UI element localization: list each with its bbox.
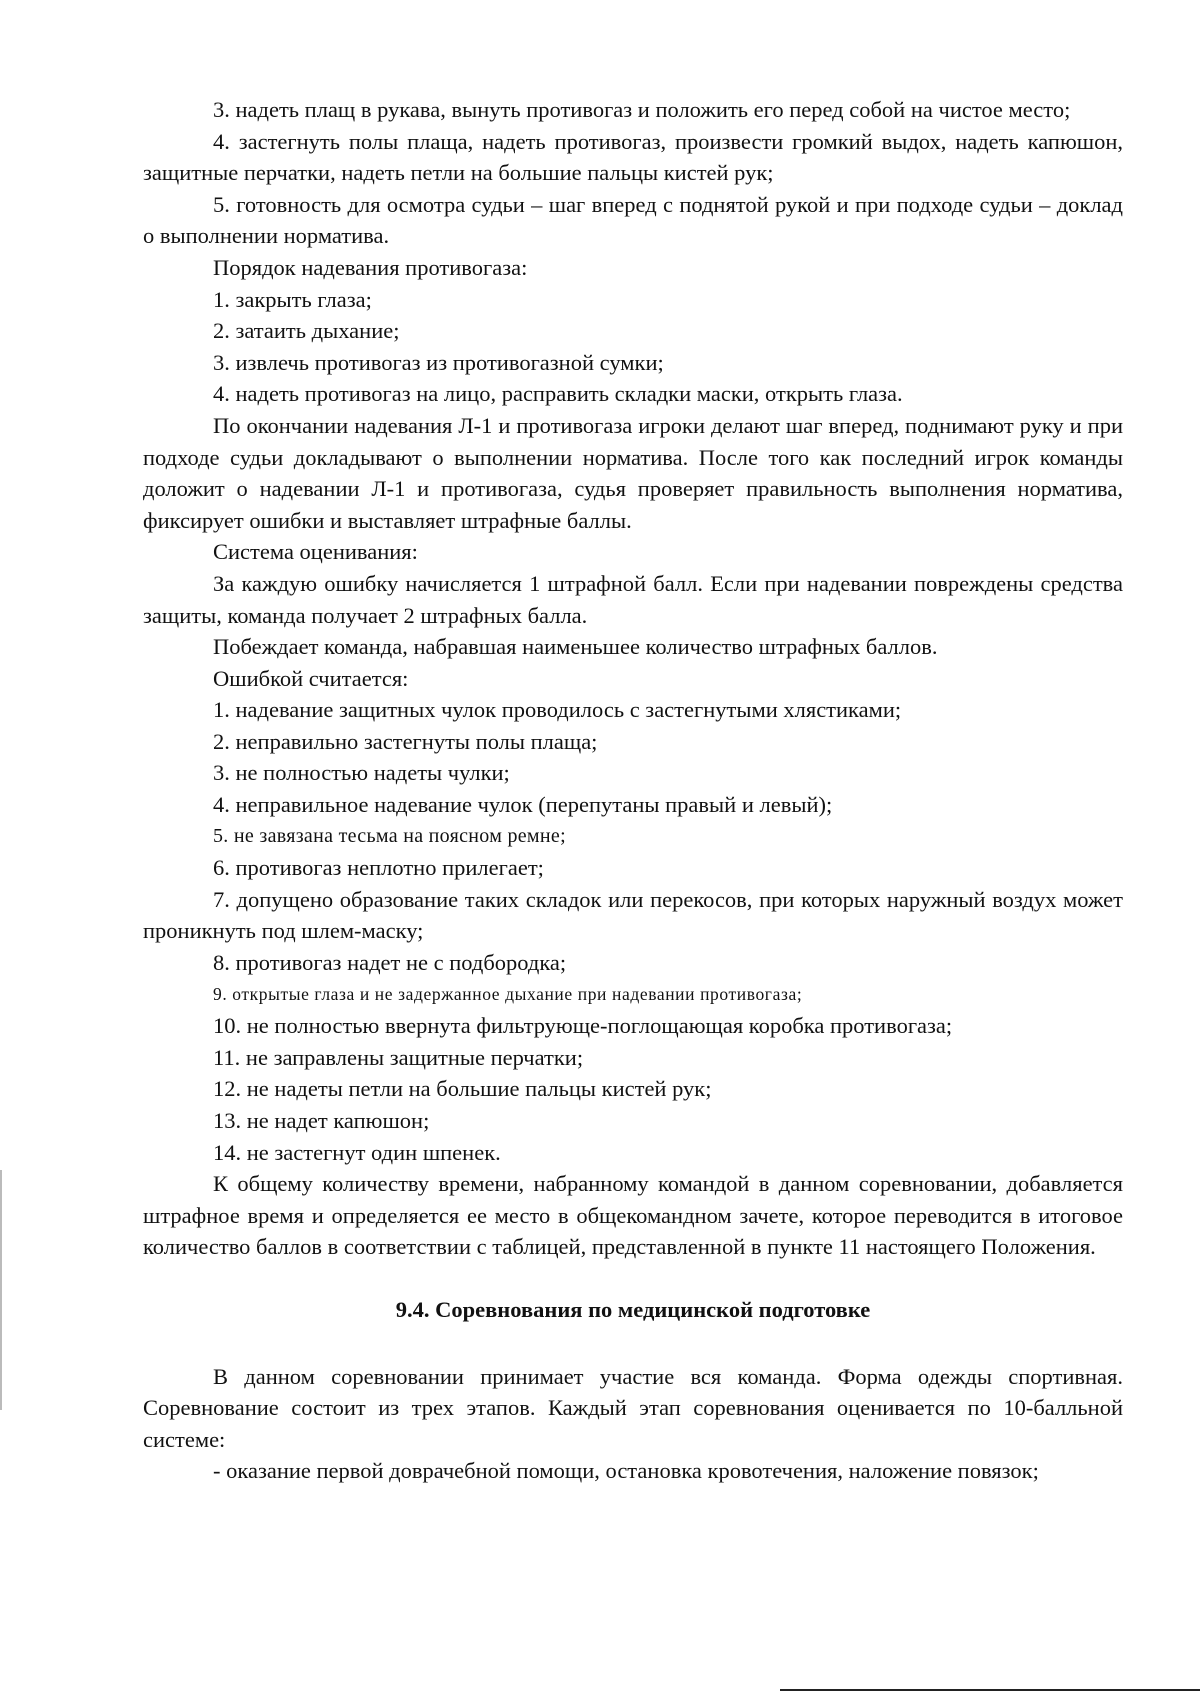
list-item: 13. не надет капюшон; bbox=[213, 1108, 430, 1133]
gas-mask-order-title: Порядок надевания противогаза: bbox=[213, 254, 528, 280]
scoring-system-title: Система оценивания: bbox=[213, 539, 418, 565]
section-paragraph-intro: В данном соревновании принимает участие вся команда. Форма одежды спортивная. Соревнование состоит из трех этапов. Каждый этап соревнования оценивается по 10-балльной системе: bbox=[143, 1363, 1123, 1452]
list-item: 9. открытые глаза и не задержанное дыхание при надевании противогаза; bbox=[213, 983, 803, 1004]
paragraph-total-time: К общему количеству времени, набранному командой в данном соревновании, добавляется штрафное время и определяется ее место в общекомандном зачете, которое переводится в итоговое количество баллов в соответствии с таблицей, представленной в пункте 11 настоящего Положения. bbox=[143, 1171, 1123, 1260]
paragraph-completion: По окончании надевания Л-1 и противогаза игроки делают шаг вперед, поднимают руку и при подходе судьи докладывают о выполнении норматива. После того как последний игрок команды доложит о надевании Л-1 и противогаза, судья проверяет правильность выполнения норматива, фиксирует ошибки и выставляет штрафные баллы. bbox=[143, 412, 1123, 533]
list-item: 10. не полностью ввернута фильтрующе-поглощающая коробка противогаза; bbox=[213, 1013, 953, 1039]
list-item: 4. неправильное надевание чулок (перепутаны правый и левый); bbox=[213, 792, 833, 818]
scan-bottom-line bbox=[780, 1689, 1200, 1691]
errors-list bbox=[143, 694, 1123, 1168]
list-item: 12. не надеты петли на большие пальцы кистей рук; bbox=[213, 1076, 712, 1102]
list-item: 3. извлечь противогаз из противогазной сумки; bbox=[213, 349, 664, 375]
paragraph-step-5: 5. готовность для осмотра судьи – шаг вперед с поднятой рукой и при подходе судьи – доклад о выполнении норматива. bbox=[143, 191, 1123, 249]
paragraph-winner: Побеждает команда, набравшая наименьшее количество штрафных баллов. bbox=[213, 634, 938, 660]
paragraph-penalty: За каждую ошибку начисляется 1 штрафной балл. Если при надевании повреждены средства защиты, команда получает 2 штрафных балла. bbox=[143, 570, 1123, 628]
section-paragraph-first-aid: - оказание первой доврачебной помощи, остановка кровотечения, наложение повязок; bbox=[213, 1458, 1039, 1484]
errors-title: Ошибкой считается: bbox=[213, 665, 409, 691]
list-item: 2. неправильно застегнуты полы плаща; bbox=[213, 728, 598, 754]
list-item: 14. не застегнут один шпенек. bbox=[213, 1139, 501, 1165]
list-item: 11. не заправлены защитные перчатки; bbox=[213, 1044, 584, 1070]
paragraph-step-3: 3. надеть плащ в рукава, вынуть противогаз и положить его перед собой на чистое место; bbox=[213, 97, 1071, 122]
document-page bbox=[143, 94, 1123, 1487]
paragraph-step-4: 4. застегнуть полы плаща, надеть противогаз, произвести громкий выдох, надеть капюшон, защитные перчатки, надеть петли на большие пальцы кистей рук; bbox=[143, 128, 1123, 186]
list-item: 5. не завязана тесьма на поясном ремне; bbox=[213, 824, 566, 847]
list-item: 6. противогаз неплотно прилегает; bbox=[213, 855, 544, 881]
list-item: 7. допущено образование таких складок или перекосов, при которых наружный воздух может проникнуть под шлем-маску; bbox=[143, 886, 1123, 944]
scan-edge-line bbox=[0, 1170, 2, 1410]
list-item: 1. закрыть глаза; bbox=[213, 286, 372, 312]
list-item: 3. не полностью надеты чулки; bbox=[213, 760, 510, 786]
list-item: 1. надевание защитных чулок проводилось с застегнутыми хлястиками; bbox=[213, 697, 902, 723]
list-item: 4. надеть противогаз на лицо, расправить складки маски, открыть глаза. bbox=[213, 381, 903, 407]
list-item: 8. противогаз надет не с подбородка; bbox=[213, 950, 567, 976]
list-item: 2. затаить дыхание; bbox=[213, 318, 400, 344]
gas-mask-steps-list bbox=[143, 284, 1123, 410]
section-heading: 9.4. Соревнования по медицинской подготовке bbox=[395, 1296, 871, 1322]
